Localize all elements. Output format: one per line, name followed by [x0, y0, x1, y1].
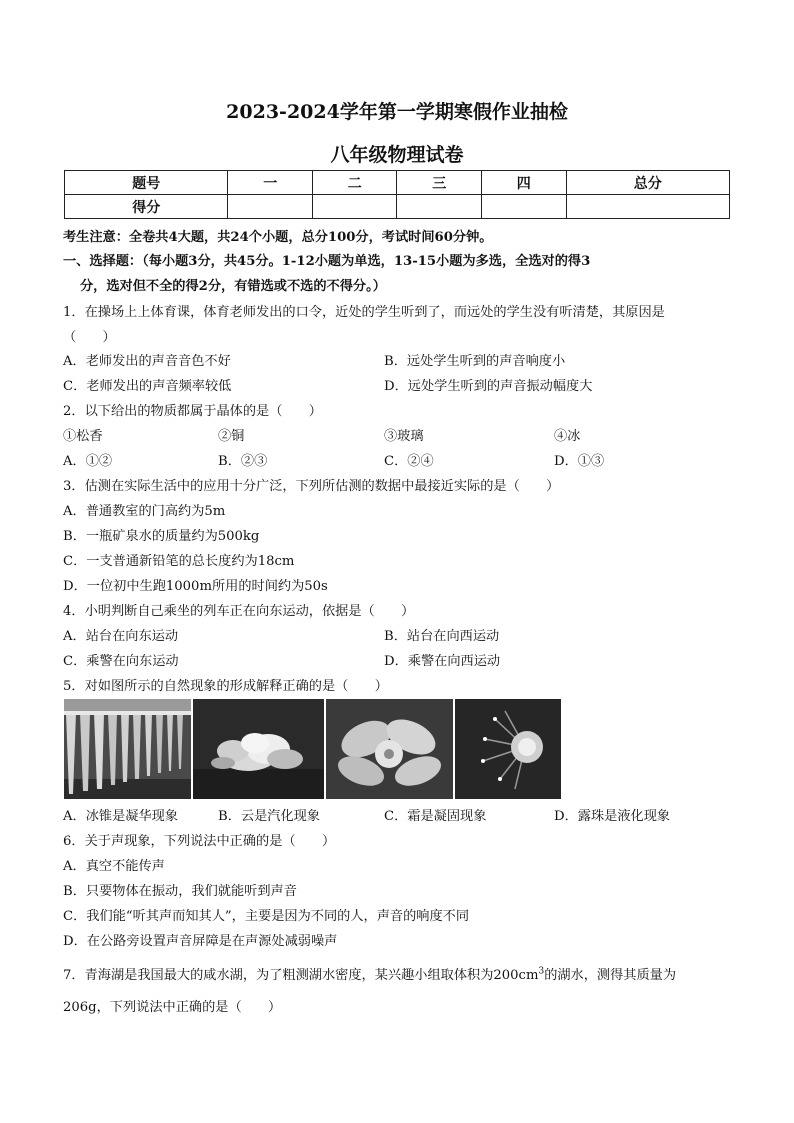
question-4-option-d: D．乘警在向西运动: [384, 654, 501, 669]
score-table: [64, 170, 730, 219]
question-6-option-a: A．真空不能传声: [63, 859, 165, 874]
question-1-option-a: A．老师发出的声音音色不好: [63, 354, 231, 369]
score-cell: [566, 195, 729, 219]
question-3-option-d: D．一位初中生跑1000m所用的时间约为50s: [63, 579, 328, 594]
question-7-stem-part2: 的湖水，测得其质量为: [544, 968, 677, 983]
question-5-option-b: B．云是汽化现象: [218, 809, 321, 824]
score-cell: 得分: [65, 195, 228, 219]
question-2-stem: 2．以下给出的物质都属于晶体的是（ ）: [63, 404, 322, 419]
question-3-stem: 3．估测在实际生活中的应用十分广泛，下列所估测的数据中最接近实际的是（ ）: [63, 479, 560, 494]
score-cell: [312, 195, 397, 219]
question-2-option-b: B．②③: [218, 454, 268, 469]
question-2-material-4: ④冰: [554, 429, 581, 444]
score-cell: 一: [228, 171, 313, 195]
score-cell: [482, 195, 567, 219]
question-6-option-b: B．只要物体在振动，我们就能听到声音: [63, 884, 297, 899]
question-1-option-d: D．远处学生听到的声音振动幅度大: [384, 379, 593, 394]
section-heading: 一、选择题：（每小题3分，共45分。1-12小题为单选，13-15小题为多选，全选对的得3: [63, 254, 591, 269]
score-cell: [397, 195, 482, 219]
question-3-option-c: C．一支普通新铅笔的总长度约为18cm: [63, 554, 295, 569]
question-7-stem-part1: 7．青海湖是我国最大的咸水湖，为了粗测湖水密度，某兴趣小组取体积为200cm: [63, 968, 539, 983]
question-2-material-1: ①松香: [63, 429, 103, 444]
question-4-option-a: A．站台在向东运动: [63, 629, 179, 644]
question-1-blank: （ ）: [63, 330, 116, 345]
frost-photo: [326, 699, 453, 799]
score-table-header-row: [65, 171, 730, 195]
question-5-option-d: D．露珠是液化现象: [554, 809, 671, 824]
question-7-stem: [63, 964, 676, 983]
question-5-option-a: A．冰锥是凝华现象: [63, 809, 179, 824]
score-table-points-row: [65, 195, 730, 219]
question-2-option-c: C．②④: [384, 454, 434, 469]
exam-notice: 考生注意：全卷共4大题，共24个小题，总分100分，考试时间60分钟。: [63, 230, 493, 245]
question-2-material-2: ②铜: [218, 429, 245, 444]
cloud-photo: [193, 699, 324, 799]
question-5-option-c: C．霜是凝固现象: [384, 809, 487, 824]
score-cell: 三: [397, 171, 482, 195]
question-7-stem-cont: 206g，下列说法中正确的是（ ）: [63, 1000, 282, 1015]
question-2-material-3: ③玻璃: [384, 429, 424, 444]
score-cell: 总分: [566, 171, 729, 195]
question-4-stem: 4．小明判断自己乘坐的列车正在向东运动，依据是（ ）: [63, 604, 415, 619]
section-heading-cont: 分，选对但不全的得2分，有错选或不选的不得分。）: [80, 279, 386, 294]
score-cell: 题号: [65, 171, 228, 195]
question-2-option-d: D．①③: [554, 454, 605, 469]
question-1-option-c: C．老师发出的声音频率较低: [63, 379, 232, 394]
score-cell: 四: [482, 171, 567, 195]
question-6-option-c: C．我们能“听其声而知其人”，主要是因为不同的人，声音的响度不同: [63, 909, 470, 924]
question-6-stem: 6．关于声现象，下列说法中正确的是（ ）: [63, 834, 336, 849]
question-6-option-d: D．在公路旁设置声音屏障是在声源处减弱噪声: [63, 934, 338, 949]
question-3-option-a: A．普通教室的门高约为5m: [63, 504, 226, 519]
question-5-stem: 5．对如图所示的自然现象的形成解释正确的是（ ）: [63, 679, 388, 694]
question-4-option-c: C．乘警在向东运动: [63, 654, 179, 669]
score-cell: 二: [312, 171, 397, 195]
exam-subtitle: 八年级物理试卷: [330, 144, 464, 166]
score-cell: [228, 195, 313, 219]
question-3-option-b: B．一瓶矿泉水的质量约为500kg: [63, 529, 260, 544]
icicle-photo: [64, 699, 191, 799]
dew-photo: [455, 699, 561, 799]
exam-title: 2023-2024学年第一学期寒假作业抽检: [226, 101, 568, 123]
question-1-stem: 1．在操场上上体育课，体育老师发出的口令，近处的学生听到了，而远处的学生没有听清楚，其原因是: [63, 305, 665, 320]
question-2-option-a: A．①②: [63, 454, 113, 469]
question-1-option-b: B．远处学生听到的声音响度小: [384, 354, 566, 369]
question-4-option-b: B．站台在向西运动: [384, 629, 500, 644]
question-7-unit-exponent: 3: [538, 966, 545, 977]
